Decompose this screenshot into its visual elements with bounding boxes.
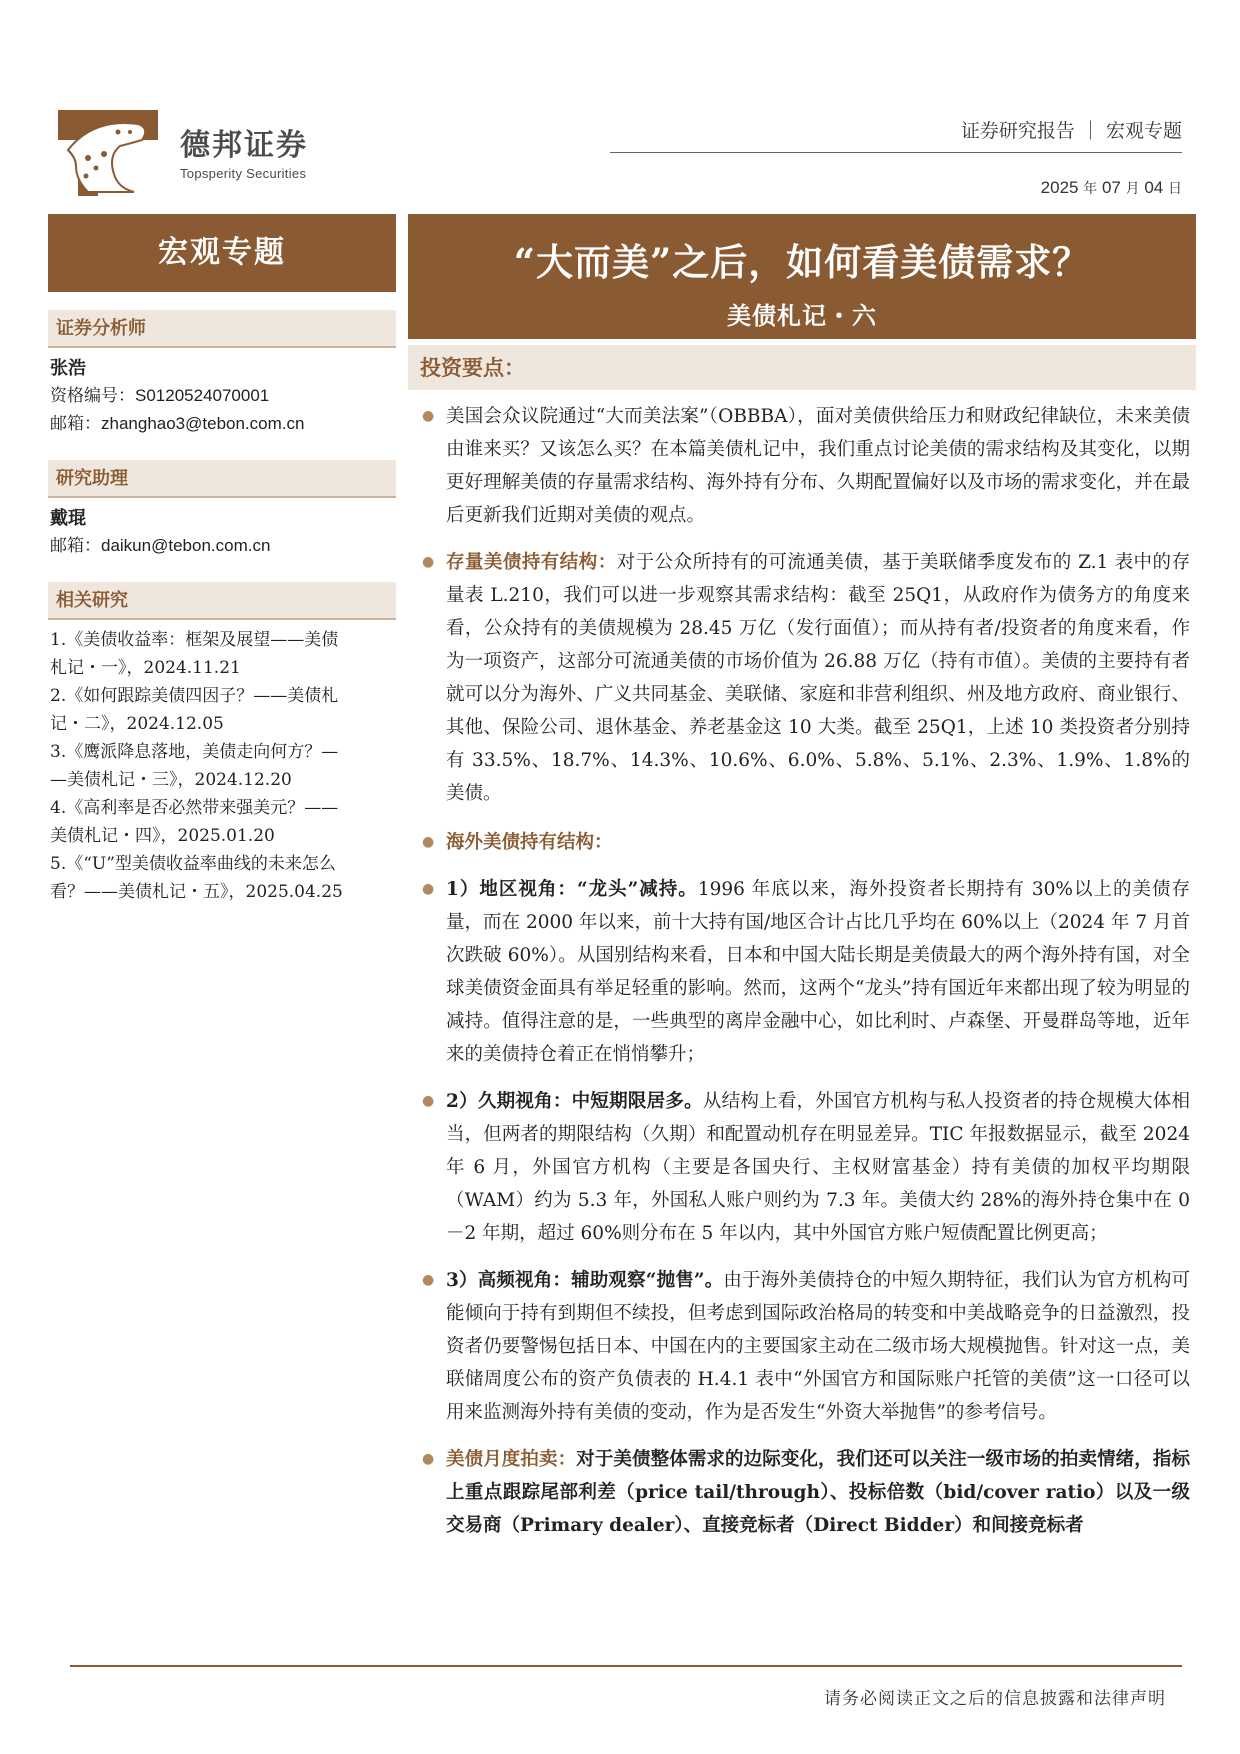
analyst-name: 张浩 <box>50 358 86 379</box>
bullet-dot-icon: ● <box>422 881 435 897</box>
main-content <box>414 400 1190 1546</box>
footer-divider <box>70 1665 1182 1667</box>
paragraph-label: 存量美债持有结构： <box>446 552 617 573</box>
title-banner <box>408 214 1196 339</box>
related-research-heading: 相关研究 <box>48 582 396 620</box>
brand <box>180 120 308 181</box>
paragraph-text: 由于海外美债持仓的中短久期特征，我们认为官方机构可能倾向于持有到期但不续投，但考虑到国际政治格局的转变和中美战略竞争的日益激烈，投资者仍要警惕包括日本、中国在内的主要国家主动在二级市场大规模抛售。针对这一点，美联储周度公布的资产负债表的 H.4.1 表中“外国官方和国际账户托管的美债”这一口径可以用来监测海外持有美债的变动，作为是否发生“外资大举抛售”的参考信号。 <box>446 1270 1190 1423</box>
related-research-line[interactable]: 札记・一》，2024.11.21 <box>50 658 241 678</box>
paragraph-lead: 3）高频视角：辅助观察“抛售”。 <box>446 1270 724 1291</box>
report-type: 证券研究报告 ｜ 宏观专题 <box>960 120 1182 142</box>
brand-name-cn: 德邦证券 <box>180 128 308 163</box>
header-divider <box>610 152 1182 153</box>
bullet-dot-icon: ● <box>422 1451 435 1467</box>
analyst-info <box>48 356 396 438</box>
date-month: 07 <box>1101 178 1121 197</box>
analyst-heading: 证券分析师 <box>48 310 396 348</box>
brand-name-en: Topsperity Securities <box>180 166 307 181</box>
related-research-line[interactable]: 1.《美债收益率：框架及展望——美债 <box>50 630 339 650</box>
date-day-unit: 日 <box>1168 181 1182 197</box>
date-month-unit: 月 <box>1125 181 1140 197</box>
page-subtitle: 美债札记・六 <box>727 301 877 330</box>
analyst-email[interactable]: 邮箱：zhanghao3@tebon.com.cn <box>50 414 305 433</box>
date-day: 04 <box>1144 178 1164 197</box>
analyst-cert: 资格编号：S0120524070001 <box>50 386 270 405</box>
bullet-dot-icon: ● <box>422 408 435 424</box>
related-research-line[interactable]: 看？——美债札记・五》，2025.04.25 <box>50 882 343 902</box>
paragraph-region <box>414 873 1190 1071</box>
company-logo-icon <box>58 110 158 196</box>
assistant-heading: 研究助理 <box>48 460 396 498</box>
bullet-dot-icon: ● <box>422 834 435 850</box>
paragraph-lead: 2）久期视角：中短期限居多。 <box>446 1091 703 1112</box>
related-research-line[interactable]: 美债札记・四》，2025.01.20 <box>50 826 275 846</box>
paragraph-text: 美国会众议院通过“大而美法案”（OBBBA），面对美债供给压力和财政纪律缺位，未来美债由谁来买？又该怎么买？在本篇美债札记中，我们重点讨论美债的需求结构及其变化，以期更好理解美债的存量需求结构、海外持有分布、久期配置偏好以及市场的需求变化，并在最后更新我们近期对美债的观点。 <box>446 406 1190 526</box>
paragraph-lead: 1）地区视角：“龙头”减持。 <box>446 879 698 900</box>
related-research-line[interactable]: 5.《“U”型美债收益率曲线的未来怎么 <box>50 854 336 874</box>
category-label: 宏观专题 <box>48 214 396 292</box>
date-year: 2025 <box>1040 178 1079 197</box>
paragraph-overseas-heading <box>414 826 1190 859</box>
page-title: “大而美”之后，如何看美债需求？ <box>513 240 1091 284</box>
paragraph-text: 从结构上看，外国官方机构与私人投资者的持仓规模大体相当，但两者的期限结构（久期）和配置动机存在明显差异。TIC 年报数据显示，截至 2024 年 6 月，外国官方机构（主要是各国央行、主权财富基金）持有美债的加权平均期限（WAM）约为 5.3 年，外国私人账户则约为 7.3 年。美债大约 28%的海外持仓集中在 0－2 年期，超过 60%则分布在 5 年以内，其中外国官方账户短债配置比例更高； <box>446 1091 1190 1244</box>
paragraph-label: 海外美债持有结构： <box>446 832 613 853</box>
paragraph-text: 1996 年底以来，海外投资者长期持有 30%以上的美债存量，而在 2000 年以来，前十大持有国/地区合计占比几乎均在 60%以上（2024 年 7 月首次跌破 60%）。从国别结构来看，日本和中国大陆长期是美债最大的两个海外持有国，对全球美债资金面具有举足轻重的影响。然而，这两个“龙头”持有国近年来都出现了较为明显的减持。值得注意的是，一些典型的离岸金融中心，如比利时、卢森堡、开曼群岛等地，近年来的美债持仓着正在悄悄攀升； <box>446 879 1191 1065</box>
bullet-dot-icon: ● <box>422 554 435 570</box>
related-research-line[interactable]: 3.《鹰派降息落地，美债走向何方？— <box>50 742 339 762</box>
paragraph-intro <box>414 400 1190 532</box>
assistant-name: 戴琨 <box>50 508 86 529</box>
related-research-list <box>48 620 396 906</box>
bullet-dot-icon: ● <box>422 1093 435 1109</box>
related-research-line[interactable]: —美债札记・三》，2024.12.20 <box>50 770 292 790</box>
paragraph-auction <box>414 1443 1190 1542</box>
assistant-email[interactable]: 邮箱：daikun@tebon.com.cn <box>50 536 271 555</box>
report-date <box>1041 178 1182 198</box>
paragraph-high-frequency <box>414 1264 1190 1429</box>
assistant-info <box>48 506 396 560</box>
related-research-line[interactable]: 2.《如何跟踪美债四因子？——美债札 <box>50 686 339 706</box>
paragraph-text: 对于公众所持有的可流通美债，基于美联储季度发布的 Z.1 表中的存量表 L.210，我们可以进一步观察其需求结构：截至 25Q1，从政府作为债务方的角度来看，公众持有的美债规模为 28.45 万亿（发行面值）；而从持有者/投资者的角度来看，作为一项资产，这部分可流通美债的市场价值为 26.88 万亿（持有市值）。美债的主要持有者就可以分为海外、广义共同基金、美联储、家庭和非营利组织、州及地方政府、商业银行、其他、保险公司、退休基金、养老基金这 10 大类。截至 25Q1，上述 10 类投资者分别持有 33.5%、18.7%、14.3%、10.6%、6.0%、5.8%、5.1%、2.3%、1.9%、1.8%的美债。 <box>446 552 1190 804</box>
paragraph-label: 美债月度拍卖： <box>446 1449 577 1470</box>
paragraph-duration <box>414 1085 1190 1250</box>
paragraph-text: 对于美债整体需求的边际变化，我们还可以关注一级市场的拍卖情绪，指标上重点跟踪尾部利差（price tail/through）、投标倍数（bid/cover ratio）以及一级交易商（Primary dealer）、直接竞标者（Direct Bidder）和间接竞标者 <box>446 1449 1190 1536</box>
related-research-line[interactable]: 记・二》，2024.12.05 <box>50 714 224 734</box>
date-year-unit: 年 <box>1083 181 1098 197</box>
key-points-heading: 投资要点： <box>408 345 1196 390</box>
related-research-line[interactable]: 4.《高利率是否必然带来强美元？—— <box>50 798 339 818</box>
bullet-dot-icon: ● <box>422 1272 435 1288</box>
paragraph-stock-holding <box>414 546 1190 810</box>
sidebar <box>48 214 396 906</box>
footer-disclaimer: 请务必阅读正文之后的信息披露和法律声明 <box>824 1689 1166 1709</box>
